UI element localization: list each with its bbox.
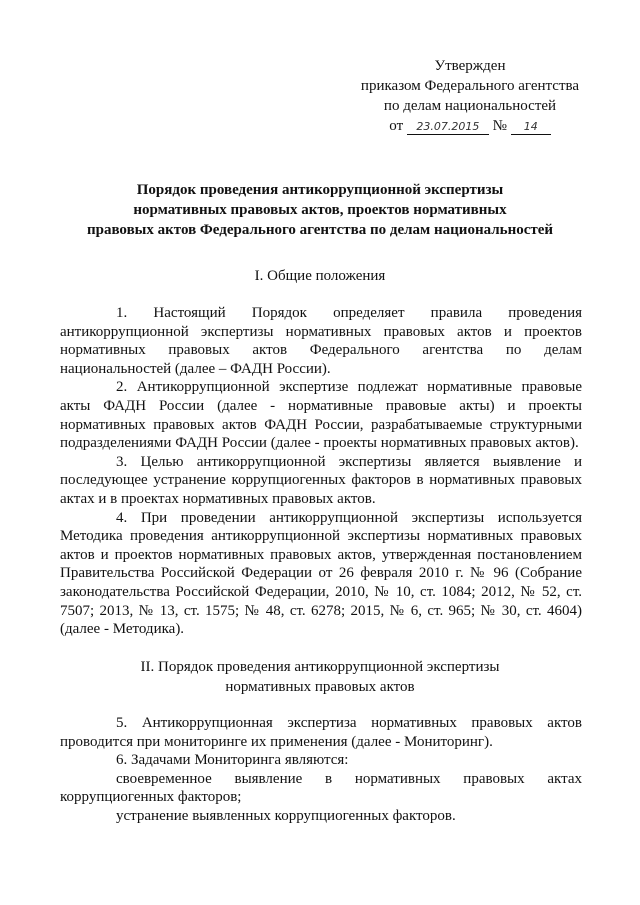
paragraph-5: 5. Антикоррупционная экспертиза нормативных правовых актов проводится при мониторинге их применения (далее - Мониторинг). (60, 715, 582, 750)
paragraph-2: 2. Антикоррупционной экспертизе подлежат нормативные правовые акты ФАДН России (далее - нормативные правовые акты) и проекты нормативных правовых актов ФАДН России, разрабатываемые структурными подразделениями ФАДН России (далее - проекты нормативных правовых актов). (60, 379, 582, 452)
title-line-2: нормативных правовых актов, проектов нормативных (133, 202, 507, 218)
approval-block (340, 56, 600, 136)
section-2-heading-line-2: нормативных правовых актов (225, 679, 415, 695)
section-2-heading (60, 657, 580, 697)
section-2-heading-line-1: II. Порядок проведения антикоррупционной экспертизы (140, 659, 500, 675)
handwritten-date: 23.07.2015 (407, 120, 489, 135)
paragraph-3: 3. Целью антикоррупционной экспертизы является выявление и последующее устранение коррупциогенных факторов в нормативных правовых актах и в проектах нормативных правовых актов. (60, 453, 582, 507)
paragraph-6: 6. Задачами Мониторинга являются: (116, 752, 349, 769)
document-title (60, 180, 580, 240)
paragraph-4: 4. При проведении антикоррупционной экспертизы используется Методика проведения антикоррупционной экспертизы нормативных правовых актов и проектов нормативных правовых актов, утвержденная постановлением Правительства Российской Федерации от 26 февраля 2010 г. № 96 (Собрание законодательства Российской Федерации, 2010, № 10, ст. 1084; 2012, № 52, ст. 7507; 2013, № 13, ст. 1575; № 48, ст. 6278; 2015, № 6, ст. 965; № 30, ст. 4604) (далее - Методика). (60, 509, 582, 638)
approval-date-number-line (389, 116, 550, 136)
approval-line-approved: Утвержден (434, 58, 506, 74)
paragraph-1: 1. Настоящий Порядок определяет правила проведения антикоррупционной экспертизы нормативных правовых актов и проектов нормативных правовых актов Федерального агентства по делам национальностей (далее – ФАДН России). (60, 305, 582, 377)
title-line-3: правовых актов Федерального агентства по делам национальностей (86, 222, 554, 238)
from-label: от (389, 118, 404, 134)
approval-line-agency: по делам национальностей (383, 98, 557, 114)
section-1-body (60, 304, 582, 639)
section-2-body (60, 714, 582, 826)
handwritten-number: 14 (511, 120, 551, 135)
paragraph-6-item-2: устранение выявленных коррупциогенных факторов. (116, 807, 456, 824)
number-label: № (492, 118, 507, 134)
title-line-1: Порядок проведения антикоррупционной экспертизы (136, 182, 504, 198)
approval-line-order: приказом Федерального агентства (360, 78, 580, 94)
section-1-heading: I. Общие положения (254, 268, 386, 284)
paragraph-6-item-1: своевременное выявление в нормативных правовых актах коррупциогенных факторов; (60, 770, 582, 806)
